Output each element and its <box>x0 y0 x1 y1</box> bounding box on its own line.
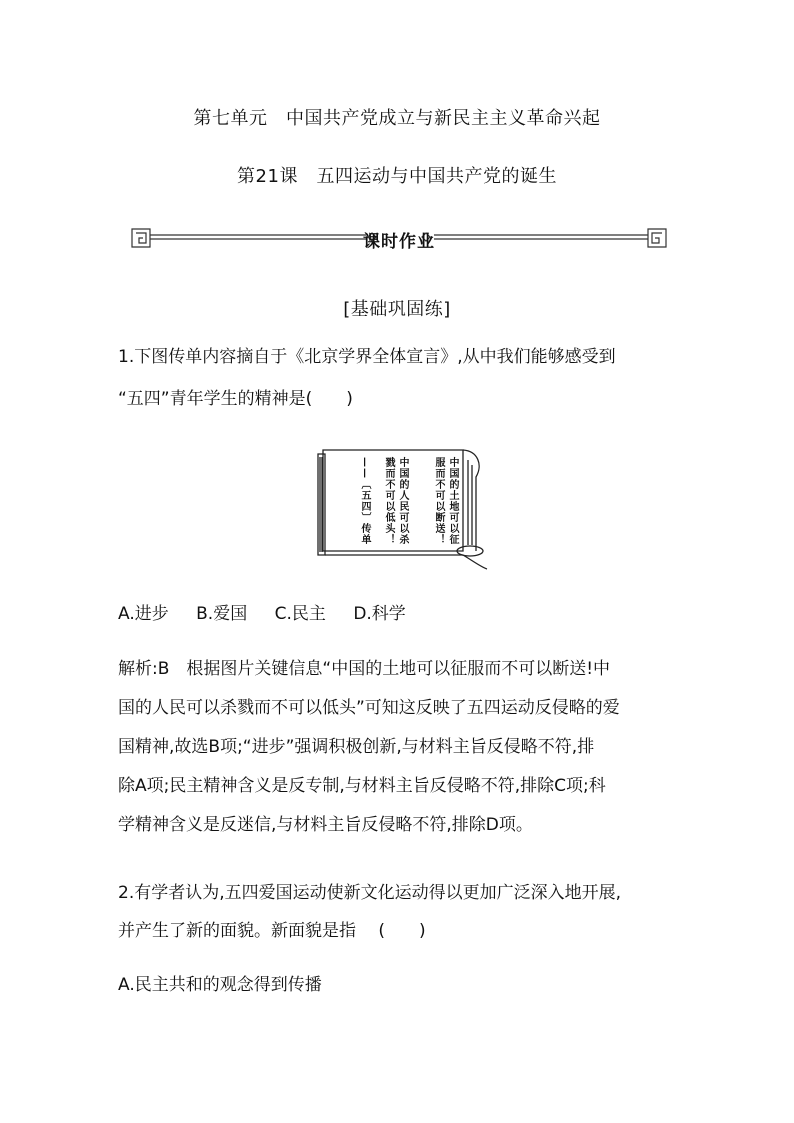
section-title: [基础巩固练] <box>343 299 451 320</box>
leaflet-line-2: 服而不可以断送！ <box>433 457 444 545</box>
question-2-line-1: 2.有学者认为,五四爱国运动使新文化运动得以更加广泛深入地开展, <box>118 883 622 903</box>
lesson-title: 第21课 五四运动与中国共产党的诞生 <box>237 166 557 187</box>
question-2-option-a: A.民主共和的观念得到传播 <box>118 975 322 995</box>
analysis-line-5: 学精神含义是反迷信,与材料主旨反侵略不符,排除D项。 <box>118 815 533 835</box>
leaflet-source: ——〔五四〕传单 <box>359 457 370 545</box>
question-1-line-2: “五四”青年学生的精神是( ) <box>118 389 353 409</box>
unit-title: 第七单元 中国共产党成立与新民主主义革命兴起 <box>193 108 601 129</box>
question-2-line-2: 并产生了新的面貌。新面貌是指 ( ) <box>118 921 426 941</box>
analysis-line-2: 国的人民可以杀戮而不可以低头”可知这反映了五四运动反侵略的爱 <box>118 698 620 718</box>
leaflet-line-3: 中国的人民可以杀 <box>397 457 408 545</box>
option-b: B.爱国 <box>196 604 248 624</box>
leaflet-text <box>333 457 459 547</box>
question-1-line-1: 1.下图传单内容摘自于《北京学界全体宣言》,从中我们能够感受到 <box>118 347 616 367</box>
option-c: C.民主 <box>274 604 326 624</box>
leaflet-line-4: 戮而不可以低头！ <box>383 457 394 545</box>
leaflet-scroll-image <box>313 445 488 570</box>
option-d: D.科学 <box>353 604 406 624</box>
analysis-line-3: 国精神,故选B项;“进步”强调积极创新,与材料主旨反侵略不符,排 <box>118 737 595 757</box>
homework-banner <box>130 224 668 252</box>
question-1-options <box>118 597 428 631</box>
analysis-line-4: 除A项;民主精神含义是反专制,与材料主旨反侵略不符,排除C项;科 <box>118 776 606 796</box>
leaflet-line-1: 中国的土地可以征 <box>447 457 458 545</box>
analysis-line-1: 解析:B 根据图片关键信息“中国的土地可以征服而不可以断送!中 <box>118 659 611 679</box>
option-a: A.进步 <box>118 604 169 624</box>
banner-title: 课时作业 <box>363 232 435 252</box>
